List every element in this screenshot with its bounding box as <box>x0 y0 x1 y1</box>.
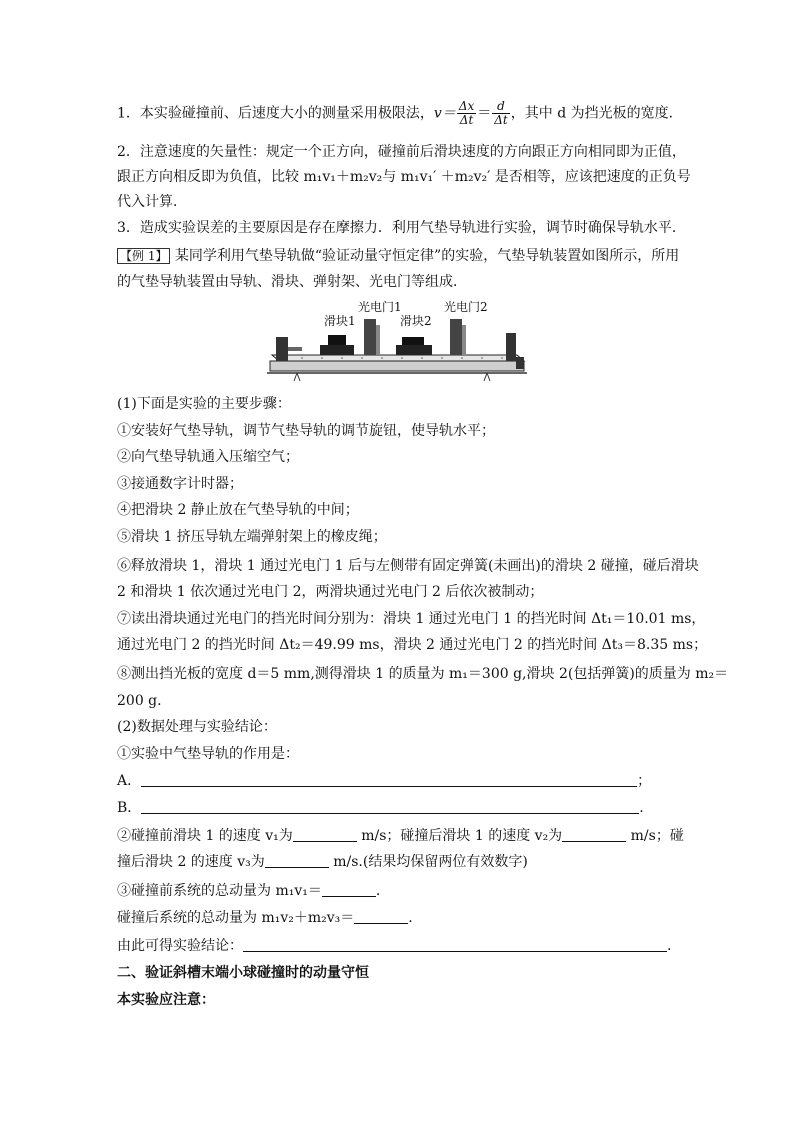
analysis-heading: (2)数据处理与实验结论： <box>117 719 277 735</box>
fraction-d-dt <box>492 100 510 127</box>
slider-1 <box>320 345 354 355</box>
right-end-stop <box>506 333 516 361</box>
q3-text-b: 碰撞后系统的总动量为 m₁v₂＋m₂v₃＝ <box>117 910 355 926</box>
option-b-label: B． <box>117 800 142 816</box>
answer-blank-conclusion[interactable] <box>243 937 667 952</box>
note-1-text: 1．本实验碰撞前、后速度大小的测量采用极限法， <box>117 105 434 122</box>
step-2: ②向气垫导轨通入压缩空气； <box>117 449 299 465</box>
answer-blank-b[interactable] <box>141 799 639 814</box>
fraction-numerator: d <box>492 100 510 114</box>
track-top <box>272 355 524 361</box>
q2-text-b: m/s；碰撞后滑块 1 的速度 v₂为 <box>356 828 563 844</box>
question-2-line-2 <box>117 852 528 872</box>
note-3: 3．造成实验误差的主要原因是存在摩擦力．利用气垫导轨进行实验，调节时确保导轨水平． <box>117 220 686 236</box>
option-b-row <box>117 798 644 818</box>
question-3-line-2 <box>117 908 413 928</box>
step-7-line-1: ⑦读出滑块通过光电门的挡光时间分别为：滑块 1 通过光电门 1 的挡光时间 Δt₁＝10.01 ms， <box>117 611 706 627</box>
option-a-end: ； <box>637 773 652 789</box>
step-5: ⑤滑块 1 挤压导轨左端弹射架上的橡皮绳； <box>117 529 387 545</box>
label-slider-2: 滑块2 <box>400 314 432 328</box>
q2-text-d: 撞后滑块 2 的速度 v₃为 <box>117 854 265 870</box>
answer-blank-v2[interactable] <box>562 827 626 842</box>
right-foot <box>484 373 490 381</box>
option-a-label: A． <box>117 773 142 789</box>
left-launcher <box>276 337 288 361</box>
question-3-line-3 <box>117 936 671 956</box>
question-3-line-1 <box>117 881 380 901</box>
step-6-line-1: ⑥释放滑块 1，滑块 1 通过光电门 1 后与左侧带有固定弹簧(未画出)的滑块 2 碰撞，碰后滑块 <box>117 558 699 574</box>
note-2-line-1: 2．注意速度的矢量性：规定一个正方向，碰撞前后滑块速度的方向跟正方向相同即为正值， <box>117 144 686 160</box>
answer-blank-p-after[interactable] <box>354 909 408 924</box>
q2-text-a: ②碰撞前滑块 1 的速度 v₁为 <box>117 828 293 844</box>
air-track-figure <box>262 297 532 383</box>
section-2-title: 二、验证斜槽末端小球碰撞时的动量守恒 <box>117 965 369 981</box>
equals-sign: ＝ <box>477 105 492 122</box>
q3-end-2: . <box>408 910 413 926</box>
photogate-2 <box>450 319 462 355</box>
q3-end-1: . <box>375 883 381 899</box>
fraction-numerator: Δx <box>458 99 475 113</box>
step-8-line-2: 200 g. <box>117 693 162 709</box>
q3-end-3: . <box>667 938 672 954</box>
section-2-note: 本实验应注意： <box>117 992 215 1008</box>
q2-text-c: m/s；碰 <box>626 828 684 844</box>
velocity-symbol: v＝ <box>433 105 456 122</box>
note-1 <box>117 100 683 127</box>
step-1: ①安装好气垫导轨，调节气垫导轨的调节旋钮，使导轨水平； <box>117 423 495 439</box>
step-3: ③接通数字计时器； <box>117 476 243 492</box>
fraction-denominator: Δt <box>459 113 474 127</box>
example-text: 某同学利用气垫导轨做“验证动量守恒定律”的实验，气垫导轨装置如图所示，所用 <box>170 248 680 264</box>
question-1: ①实验中气垫导轨的作用是： <box>117 746 299 762</box>
step-4: ④把滑块 2 静止放在气垫导轨的中间； <box>117 502 359 518</box>
q3-text-a: ③碰撞前系统的总动量为 m₁v₁＝ <box>117 883 322 899</box>
track-body <box>270 361 524 371</box>
example-line-1 <box>117 246 679 266</box>
example-line-2: 的气垫导轨装置由导轨、滑块、弹射架、光电门等组成． <box>117 274 467 290</box>
label-slider-1: 滑块1 <box>324 314 356 328</box>
question-2-line-1 <box>117 826 684 846</box>
q2-text-e: m/s.(结果均保留两位有效数字) <box>328 854 528 870</box>
label-gate-1: 光电门1 <box>358 300 402 314</box>
answer-blank-a[interactable] <box>141 772 637 787</box>
note-1-tail: ，其中 d 为挡光板的宽度． <box>510 105 683 122</box>
slider-2 <box>396 345 432 355</box>
photogate-1 <box>364 319 376 355</box>
answer-blank-v1[interactable] <box>293 827 357 842</box>
label-gate-2: 光电门2 <box>444 300 488 314</box>
q3-text-c: 由此可得实验结论： <box>117 938 243 954</box>
option-b-end: . <box>639 800 644 816</box>
fraction-denominator: Δt <box>494 113 508 127</box>
answer-blank-v3[interactable] <box>265 853 329 868</box>
step-8-line-1: ⑧测出挡光板的宽度 d＝5 mm,测得滑块 1 的质量为 m₁＝300 g,滑块 2(包括弹簧)的质量为 m₂＝ <box>117 666 729 682</box>
left-foot <box>294 373 300 381</box>
steps-heading: (1)下面是实验的主要步骤： <box>117 396 291 412</box>
fraction-dx-dt <box>457 100 476 127</box>
example-tag: 【例 1】 <box>117 248 170 264</box>
step-6-line-2: 2 和滑块 1 依次通过光电门 2，两滑块通过光电门 2 后依次被制动； <box>117 584 544 600</box>
option-a-row <box>117 771 651 791</box>
step-7-line-2: 通过光电门 2 的挡光时间 Δt₂＝49.99 ms，滑块 2 通过光电门 2 的挡光时间 Δt₃＝8.35 ms； <box>117 637 708 653</box>
note-2-line-3: 代入计算． <box>117 194 187 210</box>
answer-blank-p-before[interactable] <box>322 882 376 897</box>
note-2-line-2: 跟正方向相反即为负值，比较 m₁v₁＋m₂v₂与 m₁v₁′ ＋m₂v₂′ 是否相等，应该把速度的正负号 <box>117 169 691 185</box>
